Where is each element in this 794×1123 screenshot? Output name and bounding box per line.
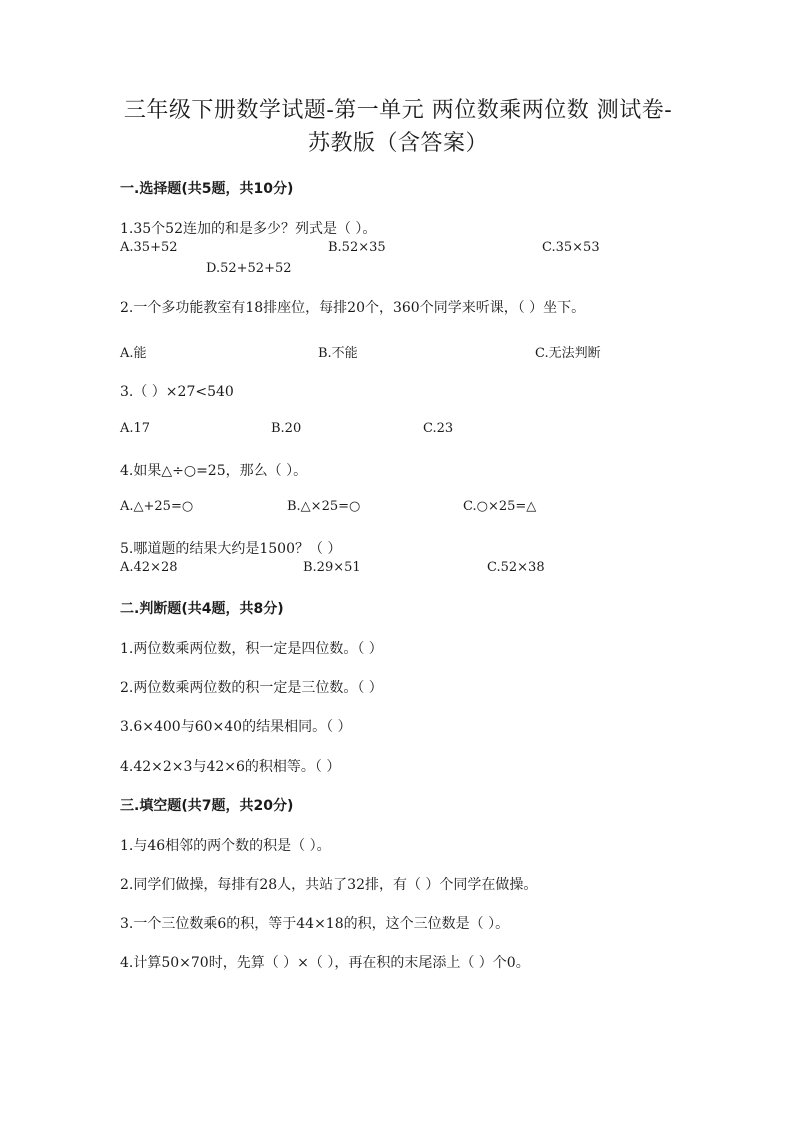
fill-question-1: 1.与46相邻的两个数的积是（ ）。	[120, 838, 331, 854]
choice-2-option-b: B.不能	[318, 346, 358, 361]
section-heading-fill: 三.填空题(共7题，共20分)	[120, 798, 294, 814]
choice-question-1: 1.35个52连加的和是多少？列式是（ ）。	[120, 221, 377, 237]
choice-3-option-b: B.20	[271, 421, 302, 436]
choice-4-option-b: B.△×25=○	[287, 499, 361, 514]
section-heading-choice: 一.选择题(共5题，共10分)	[120, 181, 294, 197]
choice-4-option-a: A.△+25=○	[120, 499, 194, 514]
choice-5-option-c: C.52×38	[487, 560, 545, 575]
fill-question-4: 4.计算50×70时，先算（ ）×（ ），再在积的末尾添上（ ）个0。	[120, 955, 530, 971]
choice-3-option-a: A.17	[120, 421, 151, 436]
judge-question-1: 1.两位数乘两位数，积一定是四位数。（ ）	[120, 641, 383, 657]
choice-2-option-c: C.无法判断	[535, 346, 601, 361]
choice-question-5: 5.哪道题的结果大约是1500？（ ）	[120, 541, 342, 557]
section-heading-judge: 二.判断题(共4题，共8分)	[120, 601, 284, 617]
choice-question-4: 4.如果△÷○=25，那么（ ）。	[120, 463, 308, 479]
choice-4-option-c: C.○×25=△	[463, 499, 537, 514]
judge-question-2: 2.两位数乘两位数的积一定是三位数。（ ）	[120, 680, 383, 696]
fill-question-3: 3.一个三位数乘6的积，等于44×18的积，这个三位数是（ ）。	[120, 916, 510, 932]
fill-question-2: 2.同学们做操，每排有28人，共站了32排，有（ ）个同学在做操。	[120, 877, 538, 893]
choice-2-option-a: A.能	[120, 346, 147, 361]
choice-5-option-b: B.29×51	[303, 560, 361, 575]
choice-question-3: 3.（ ）×27<540	[120, 384, 234, 400]
judge-question-4: 4.42×2×3与42×6的积相等。（ ）	[120, 759, 341, 775]
choice-3-option-c: C.23	[423, 421, 454, 436]
page-title: 三年级下册数学试题-第一单元 两位数乘两位数 测试卷-苏教版（含答案）	[123, 98, 673, 156]
judge-question-3: 3.6×400与60×40的结果相同。（ ）	[120, 719, 352, 735]
choice-question-2: 2.一个多功能教室有18排座位，每排20个，360个同学来听课，（ ）坐下。	[120, 300, 586, 316]
choice-5-option-a: A.42×28	[120, 560, 178, 575]
choice-1-option-c: C.35×53	[542, 240, 600, 255]
choice-1-option-a: A.35+52	[120, 240, 178, 255]
choice-1-option-d: D.52+52+52	[206, 261, 292, 276]
choice-1-option-b: B.52×35	[328, 240, 386, 255]
